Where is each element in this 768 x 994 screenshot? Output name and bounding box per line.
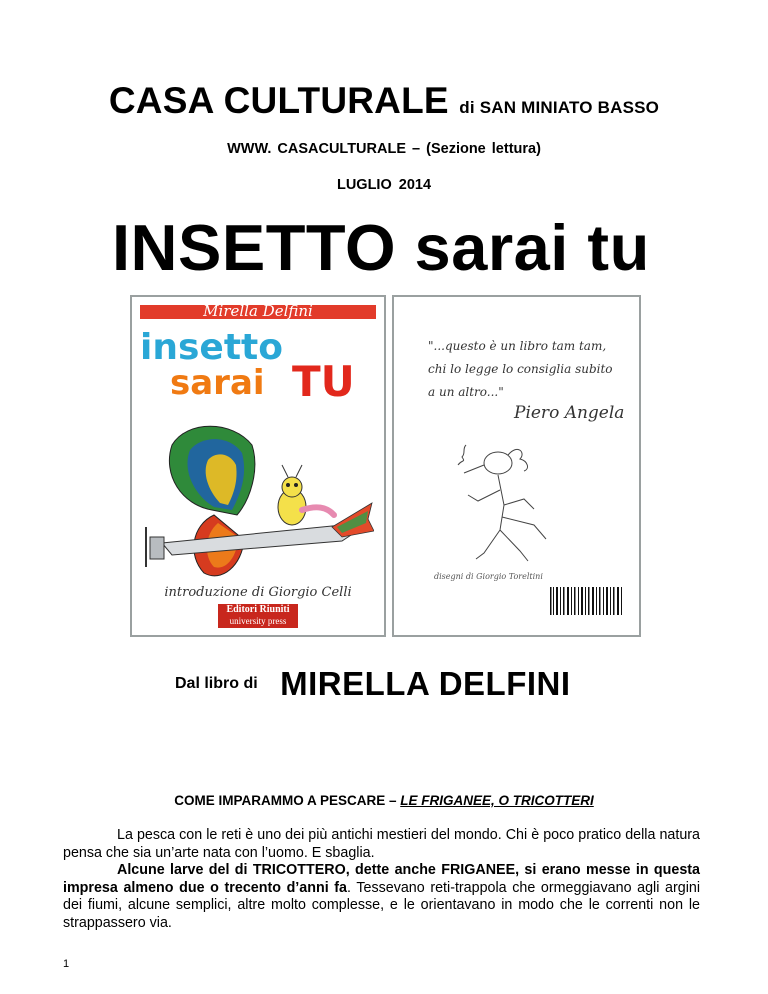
organization-name: CASA CULTURALE	[108, 80, 449, 121]
organization-title	[0, 80, 768, 122]
paragraph-1-text: La pesca con le reti è uno dei più antichi mestieri del mondo. Chi è poco pratico della natura pensa che sia un’arte nata con l’uomo. E sbaglia.	[63, 827, 700, 861]
author-label: Dal libro di	[175, 675, 258, 692]
author-name: MIRELLA DELFINI	[280, 665, 571, 702]
mantis-drawing	[454, 435, 564, 565]
chapter-subtitle: LE FRIGANEE, O TRICOTTERI	[400, 793, 594, 808]
chapter-title: COME IMPARAMMO A PESCARE –	[174, 793, 397, 808]
publisher-badge	[218, 604, 298, 628]
paragraph-2	[63, 862, 700, 932]
quote-line-2: chi lo legge lo consiglia subito	[428, 362, 613, 376]
date-line: LUGLIO 2014	[336, 177, 432, 193]
front-cover-image	[130, 295, 386, 637]
author-line	[175, 665, 571, 703]
quote-line-1: "...questo è un libro tam tam,	[428, 339, 607, 353]
drawing-credit: disegni di Giorgio Toreltini	[434, 572, 543, 581]
cover-introduction: introduzione di Giorgio Celli	[164, 585, 352, 600]
barcode	[546, 583, 626, 623]
publisher-subtitle: university press	[229, 616, 287, 626]
back-cover-image	[392, 295, 641, 637]
paragraph-1	[63, 827, 700, 862]
organization-location: di SAN MINIATO BASSO	[459, 98, 660, 117]
page-number: 1	[63, 958, 70, 970]
back-cover-quote	[428, 335, 633, 404]
cover-title-line2: sarai	[170, 363, 265, 403]
quote-signature: Piero Angela	[514, 403, 625, 423]
website-line: WWW. CASACULTURALE – (Sezione lettura)	[227, 141, 541, 157]
chapter-heading	[0, 793, 768, 808]
cover-title-line3: TU	[292, 357, 355, 406]
page-title: INSETTO sarai tu	[112, 211, 650, 284]
paragraph-2-text: . Tessevano reti-trappola che ormeggiavano agli argini dei fiumi, alcune semplici, altre molto complesse, e le orientavano in modo che le correnti non le strappassero via.	[63, 879, 700, 931]
butterfly-plane-illustration	[142, 415, 374, 585]
cover-author: Mirella Delfini	[203, 302, 313, 320]
paragraph-2-bold-text: Alcune larve del di TRICOTTERO, dette anche FRIGANEE, si erano messe in questa impresa almeno due o trecento d’anni fa	[63, 862, 700, 896]
publisher-name: Editori Riuniti	[226, 604, 290, 615]
barcode-icon	[546, 583, 626, 623]
cover-title-line1: insetto	[140, 327, 283, 368]
quote-line-3: a un altro..."	[428, 385, 504, 399]
